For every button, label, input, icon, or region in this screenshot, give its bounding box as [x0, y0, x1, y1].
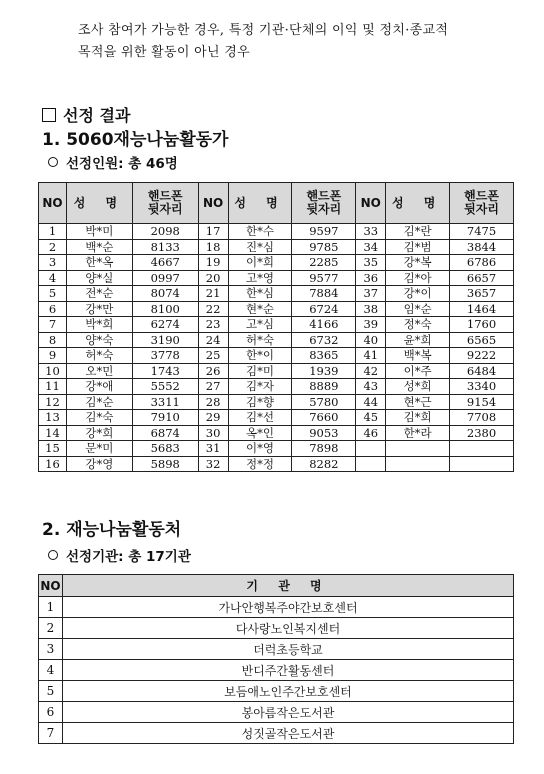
cell-phone	[450, 456, 514, 472]
cell-institution: 성짓골작은도서관	[63, 723, 514, 744]
table-row	[39, 363, 514, 379]
cell-phone: 8074	[132, 286, 198, 302]
cell-institution: 반디주간활동센터	[63, 660, 514, 681]
cell-no: 44	[356, 394, 386, 410]
intro-line-2: 목적을 위한 활동이 아닌 경우	[78, 45, 251, 60]
cell-no: 40	[356, 332, 386, 348]
section1-subtitle	[48, 152, 178, 172]
cell-no: 35	[356, 255, 386, 271]
cell-no: 43	[356, 379, 386, 395]
cell-institution: 봉아름작은도서관	[63, 702, 514, 723]
cell-no: 1	[39, 597, 63, 618]
cell-name: 강*애	[66, 379, 132, 395]
cell-no: 23	[198, 317, 228, 333]
cell-phone: 6724	[292, 301, 356, 317]
cell-name: 김*아	[386, 270, 450, 286]
cell-name: 김*자	[228, 379, 292, 395]
cell-phone: 9577	[292, 270, 356, 286]
cell-no: 18	[198, 239, 228, 255]
cell-name: 오*민	[66, 363, 132, 379]
header-no: NO	[39, 183, 67, 224]
cell-no: 33	[356, 224, 386, 240]
header-name: 성 명	[386, 183, 450, 224]
section2-subtitle	[48, 545, 191, 565]
table-row	[39, 639, 514, 660]
header-phone-line1: 핸드폰	[464, 189, 499, 203]
volunteer-table-header	[39, 183, 514, 224]
table-row	[39, 224, 514, 240]
cell-name: 전*순	[66, 286, 132, 302]
cell-phone: 6274	[132, 317, 198, 333]
cell-institution: 보듬애노인주간보호센터	[63, 681, 514, 702]
cell-phone: 7660	[292, 410, 356, 426]
circle-bullet-icon	[48, 157, 58, 167]
cell-name: 백*순	[66, 239, 132, 255]
header-phone-line2: 뒷자리	[464, 202, 499, 216]
section-heading-text: 선정 결과	[63, 106, 131, 125]
cell-phone: 7884	[292, 286, 356, 302]
table-row	[39, 332, 514, 348]
circle-bullet-icon	[48, 550, 58, 560]
cell-phone: 7475	[450, 224, 514, 240]
cell-phone: 8100	[132, 301, 198, 317]
cell-no: 16	[39, 456, 67, 472]
cell-no: 5	[39, 286, 67, 302]
cell-no: 11	[39, 379, 67, 395]
cell-no: 5	[39, 681, 63, 702]
cell-name	[386, 456, 450, 472]
cell-no: 25	[198, 348, 228, 364]
cell-phone: 6786	[450, 255, 514, 271]
cell-phone: 3844	[450, 239, 514, 255]
cell-no: 17	[198, 224, 228, 240]
cell-name: 백*복	[386, 348, 450, 364]
cell-phone: 2380	[450, 425, 514, 441]
cell-phone: 7898	[292, 441, 356, 457]
header-phone-line1: 핸드폰	[306, 189, 342, 203]
cell-no: 26	[198, 363, 228, 379]
cell-phone: 3657	[450, 286, 514, 302]
header-name: 성 명	[66, 183, 132, 224]
cell-phone: 2098	[132, 224, 198, 240]
cell-no: 8	[39, 332, 67, 348]
cell-no: 42	[356, 363, 386, 379]
cell-name: 정*정	[228, 456, 292, 472]
cell-phone: 3190	[132, 332, 198, 348]
table-row	[39, 255, 514, 271]
table-row	[39, 441, 514, 457]
cell-name: 고*영	[228, 270, 292, 286]
cell-no: 4	[39, 660, 63, 681]
cell-phone: 5552	[132, 379, 198, 395]
cell-name: 허*숙	[228, 332, 292, 348]
cell-phone: 6732	[292, 332, 356, 348]
cell-name: 한*이	[228, 348, 292, 364]
table-row	[39, 597, 514, 618]
table-row	[39, 301, 514, 317]
cell-phone: 6565	[450, 332, 514, 348]
header-phone	[292, 183, 356, 224]
table-row	[39, 723, 514, 744]
cell-no: 20	[198, 270, 228, 286]
cell-phone: 8133	[132, 239, 198, 255]
section2-title: 2. 재능나눔활동처	[42, 520, 182, 540]
cell-name: 성*희	[386, 379, 450, 395]
institution-table	[38, 574, 514, 744]
cell-no: 6	[39, 702, 63, 723]
table-row	[39, 286, 514, 302]
cell-name: 강*희	[66, 425, 132, 441]
cell-phone: 1464	[450, 301, 514, 317]
square-bullet-icon	[42, 108, 56, 122]
cell-phone: 6874	[132, 425, 198, 441]
cell-phone: 6657	[450, 270, 514, 286]
cell-no: 30	[198, 425, 228, 441]
section-heading	[42, 103, 130, 126]
intro-text	[78, 20, 448, 64]
cell-phone: 9053	[292, 425, 356, 441]
cell-no	[356, 441, 386, 457]
section2-subtitle-text: 선정기관: 총 17기관	[66, 549, 191, 565]
header-phone	[132, 183, 198, 224]
header-phone-line2: 뒷자리	[147, 202, 183, 216]
header-institution: 기 관 명	[63, 575, 514, 597]
cell-phone: 3340	[450, 379, 514, 395]
cell-phone: 2285	[292, 255, 356, 271]
table-row	[39, 394, 514, 410]
cell-name: 이*영	[228, 441, 292, 457]
cell-phone	[450, 441, 514, 457]
cell-name: 정*숙	[386, 317, 450, 333]
header-no: NO	[39, 575, 63, 597]
cell-no: 4	[39, 270, 67, 286]
cell-phone: 1760	[450, 317, 514, 333]
table-row	[39, 379, 514, 395]
header-no: NO	[356, 183, 386, 224]
cell-no: 10	[39, 363, 67, 379]
cell-no: 34	[356, 239, 386, 255]
cell-phone: 8365	[292, 348, 356, 364]
cell-phone: 4166	[292, 317, 356, 333]
intro-line-1: 조사 참여가 가능한 경우, 특정 기관·단체의 이익 및 정치·종교적	[78, 23, 449, 38]
table-row	[39, 410, 514, 426]
table-row	[39, 239, 514, 255]
cell-name: 강*영	[66, 456, 132, 472]
table-row	[39, 618, 514, 639]
cell-no: 37	[356, 286, 386, 302]
cell-name: 강*이	[386, 286, 450, 302]
table-row	[39, 456, 514, 472]
cell-phone: 4667	[132, 255, 198, 271]
cell-name: 이*희	[228, 255, 292, 271]
cell-no: 29	[198, 410, 228, 426]
cell-institution: 다사랑노인복지센터	[63, 618, 514, 639]
cell-phone: 8889	[292, 379, 356, 395]
cell-name: 양*숙	[66, 332, 132, 348]
cell-no: 22	[198, 301, 228, 317]
cell-name: 한*옥	[66, 255, 132, 271]
cell-no: 3	[39, 639, 63, 660]
cell-name: 문*미	[66, 441, 132, 457]
cell-no: 38	[356, 301, 386, 317]
cell-phone: 7910	[132, 410, 198, 426]
cell-name: 한*수	[228, 224, 292, 240]
table-row	[39, 317, 514, 333]
cell-phone: 1743	[132, 363, 198, 379]
cell-name: 진*심	[228, 239, 292, 255]
cell-no: 6	[39, 301, 67, 317]
table-row	[39, 270, 514, 286]
table-row	[39, 660, 514, 681]
cell-no: 7	[39, 723, 63, 744]
cell-name: 한*라	[386, 425, 450, 441]
cell-phone: 3778	[132, 348, 198, 364]
cell-no: 39	[356, 317, 386, 333]
cell-name: 윤*희	[386, 332, 450, 348]
cell-no: 2	[39, 239, 67, 255]
cell-name	[386, 441, 450, 457]
cell-no: 46	[356, 425, 386, 441]
header-phone-line1: 핸드폰	[147, 189, 183, 203]
cell-no: 1	[39, 224, 67, 240]
cell-no: 13	[39, 410, 67, 426]
cell-no: 9	[39, 348, 67, 364]
cell-phone: 5683	[132, 441, 198, 457]
header-phone	[450, 183, 514, 224]
cell-no: 19	[198, 255, 228, 271]
cell-no: 36	[356, 270, 386, 286]
cell-name: 박*희	[66, 317, 132, 333]
cell-institution: 더럭초등학교	[63, 639, 514, 660]
section1-title: 1. 5060재능나눔활동가	[42, 130, 229, 150]
cell-name: 현*순	[228, 301, 292, 317]
cell-phone: 0997	[132, 270, 198, 286]
cell-no: 27	[198, 379, 228, 395]
section1-subtitle-text: 선정인원: 총 46명	[66, 156, 178, 172]
cell-no: 24	[198, 332, 228, 348]
cell-phone: 9597	[292, 224, 356, 240]
cell-phone: 9222	[450, 348, 514, 364]
cell-phone: 8282	[292, 456, 356, 472]
table-row	[39, 702, 514, 723]
cell-name: 현*근	[386, 394, 450, 410]
cell-phone: 5898	[132, 456, 198, 472]
cell-no: 41	[356, 348, 386, 364]
cell-phone: 1939	[292, 363, 356, 379]
institution-table-header	[39, 575, 514, 597]
cell-name: 박*미	[66, 224, 132, 240]
cell-no: 28	[198, 394, 228, 410]
cell-name: 김*란	[386, 224, 450, 240]
cell-name: 김*순	[66, 394, 132, 410]
cell-name: 김*범	[386, 239, 450, 255]
cell-name: 임*순	[386, 301, 450, 317]
cell-no: 15	[39, 441, 67, 457]
cell-name: 허*숙	[66, 348, 132, 364]
cell-no: 45	[356, 410, 386, 426]
cell-name: 옥*인	[228, 425, 292, 441]
cell-phone: 3311	[132, 394, 198, 410]
cell-no: 2	[39, 618, 63, 639]
cell-no: 21	[198, 286, 228, 302]
cell-no: 7	[39, 317, 67, 333]
cell-name: 이*주	[386, 363, 450, 379]
cell-no: 3	[39, 255, 67, 271]
cell-phone: 9785	[292, 239, 356, 255]
table-row	[39, 425, 514, 441]
volunteer-table	[38, 182, 514, 472]
cell-name: 한*심	[228, 286, 292, 302]
cell-no: 14	[39, 425, 67, 441]
table-row	[39, 348, 514, 364]
cell-name: 고*심	[228, 317, 292, 333]
cell-name: 양*실	[66, 270, 132, 286]
cell-institution: 가나안행복주야간보호센터	[63, 597, 514, 618]
cell-phone: 9154	[450, 394, 514, 410]
cell-phone: 5780	[292, 394, 356, 410]
cell-no	[356, 456, 386, 472]
cell-phone: 6484	[450, 363, 514, 379]
cell-no: 12	[39, 394, 67, 410]
header-name: 성 명	[228, 183, 292, 224]
cell-name: 김*숙	[66, 410, 132, 426]
cell-name: 김*미	[228, 363, 292, 379]
cell-name: 김*향	[228, 394, 292, 410]
cell-name: 강*복	[386, 255, 450, 271]
cell-no: 31	[198, 441, 228, 457]
cell-name: 김*선	[228, 410, 292, 426]
cell-name: 강*만	[66, 301, 132, 317]
cell-name: 김*희	[386, 410, 450, 426]
header-phone-line2: 뒷자리	[306, 202, 342, 216]
cell-no: 32	[198, 456, 228, 472]
cell-phone: 7708	[450, 410, 514, 426]
header-no: NO	[198, 183, 228, 224]
table-row	[39, 681, 514, 702]
